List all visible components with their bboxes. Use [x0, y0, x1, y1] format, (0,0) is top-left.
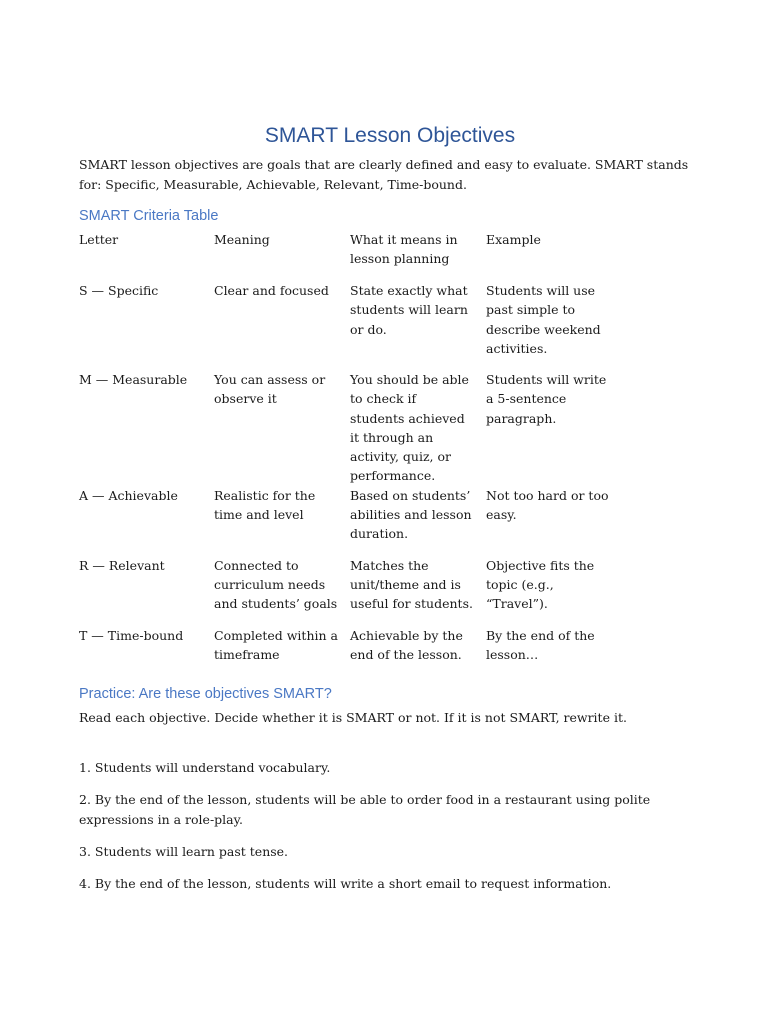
- table-cell: Realistic for the time and level: [214, 487, 316, 523]
- table-cell: Not too hard or too easy.: [486, 487, 609, 523]
- list-item: 3. Students will learn past tense.: [79, 843, 289, 859]
- table-cell: S — Specific: [79, 283, 159, 298]
- table-cell: T — Time-bound: [79, 627, 184, 643]
- table-row: [79, 486, 621, 556]
- criteria-table-heading: SMART Criteria Table: [79, 208, 219, 224]
- table-cell: Students will write a 5-sentence paragraph.: [486, 372, 607, 426]
- table-cell: Students will use past simple to describe weekend activities.: [486, 283, 601, 356]
- table-cell: State exactly what students will learn or do.: [350, 283, 468, 337]
- table-cell: By the end of the lesson…: [486, 627, 595, 663]
- table-header-cell: Example: [486, 232, 541, 247]
- smart-criteria-table: [79, 230, 621, 674]
- table-row: [79, 281, 621, 370]
- table-row: [79, 370, 621, 486]
- practice-heading: Practice: Are these objectives SMART?: [79, 686, 332, 702]
- table-header-cell: Meaning: [214, 232, 270, 247]
- intro-paragraph: SMART lesson objectives are goals that are clearly defined and easy to evaluate. SMART stands for: Specific, Measurable, Achievable, Relevant, Time-bound.: [79, 157, 689, 192]
- list-item: 1. Students will understand vocabulary.: [79, 760, 331, 775]
- table-cell: You can assess or observe it: [214, 372, 326, 407]
- table-cell: Based on students’ abilities and lesson duration.: [350, 487, 472, 542]
- table-row: [79, 556, 621, 626]
- table-cell: Achievable by the end of the lesson.: [350, 627, 463, 663]
- table-header-row: [79, 230, 621, 281]
- list-item: 4. By the end of the lesson, students will write a short email to request information.: [79, 875, 612, 891]
- table-row: [79, 626, 621, 674]
- table-cell: Matches the unit/theme and is useful for students.: [350, 557, 473, 612]
- objectives-list: [79, 758, 719, 906]
- table-cell: You should be able to check if students achieved it through an activity, quiz, or performance.: [350, 372, 469, 484]
- list-item: 2. By the end of the lesson, students will be able to order food in a restaurant using polite expressions in a role-play.: [79, 792, 651, 827]
- table-cell: Objective fits the topic (e.g., “Travel”).: [486, 557, 595, 612]
- table-cell: Completed within a timeframe: [214, 627, 338, 663]
- table-cell: Clear and focused: [214, 283, 329, 298]
- page-title: SMART Lesson Objectives: [264, 124, 516, 147]
- table-header-cell: What it means in lesson planning: [350, 232, 458, 267]
- table-cell: M — Measurable: [79, 372, 188, 387]
- table-cell: Connected to curriculum needs and students’ goals: [214, 557, 338, 612]
- practice-instructions: Read each objective. Decide whether it is SMART or not. If it is not SMART, rewrite it.: [79, 710, 627, 725]
- table-cell: R — Relevant: [79, 557, 165, 573]
- table-header-cell: Letter: [79, 232, 119, 247]
- table-cell: A — Achievable: [79, 487, 178, 503]
